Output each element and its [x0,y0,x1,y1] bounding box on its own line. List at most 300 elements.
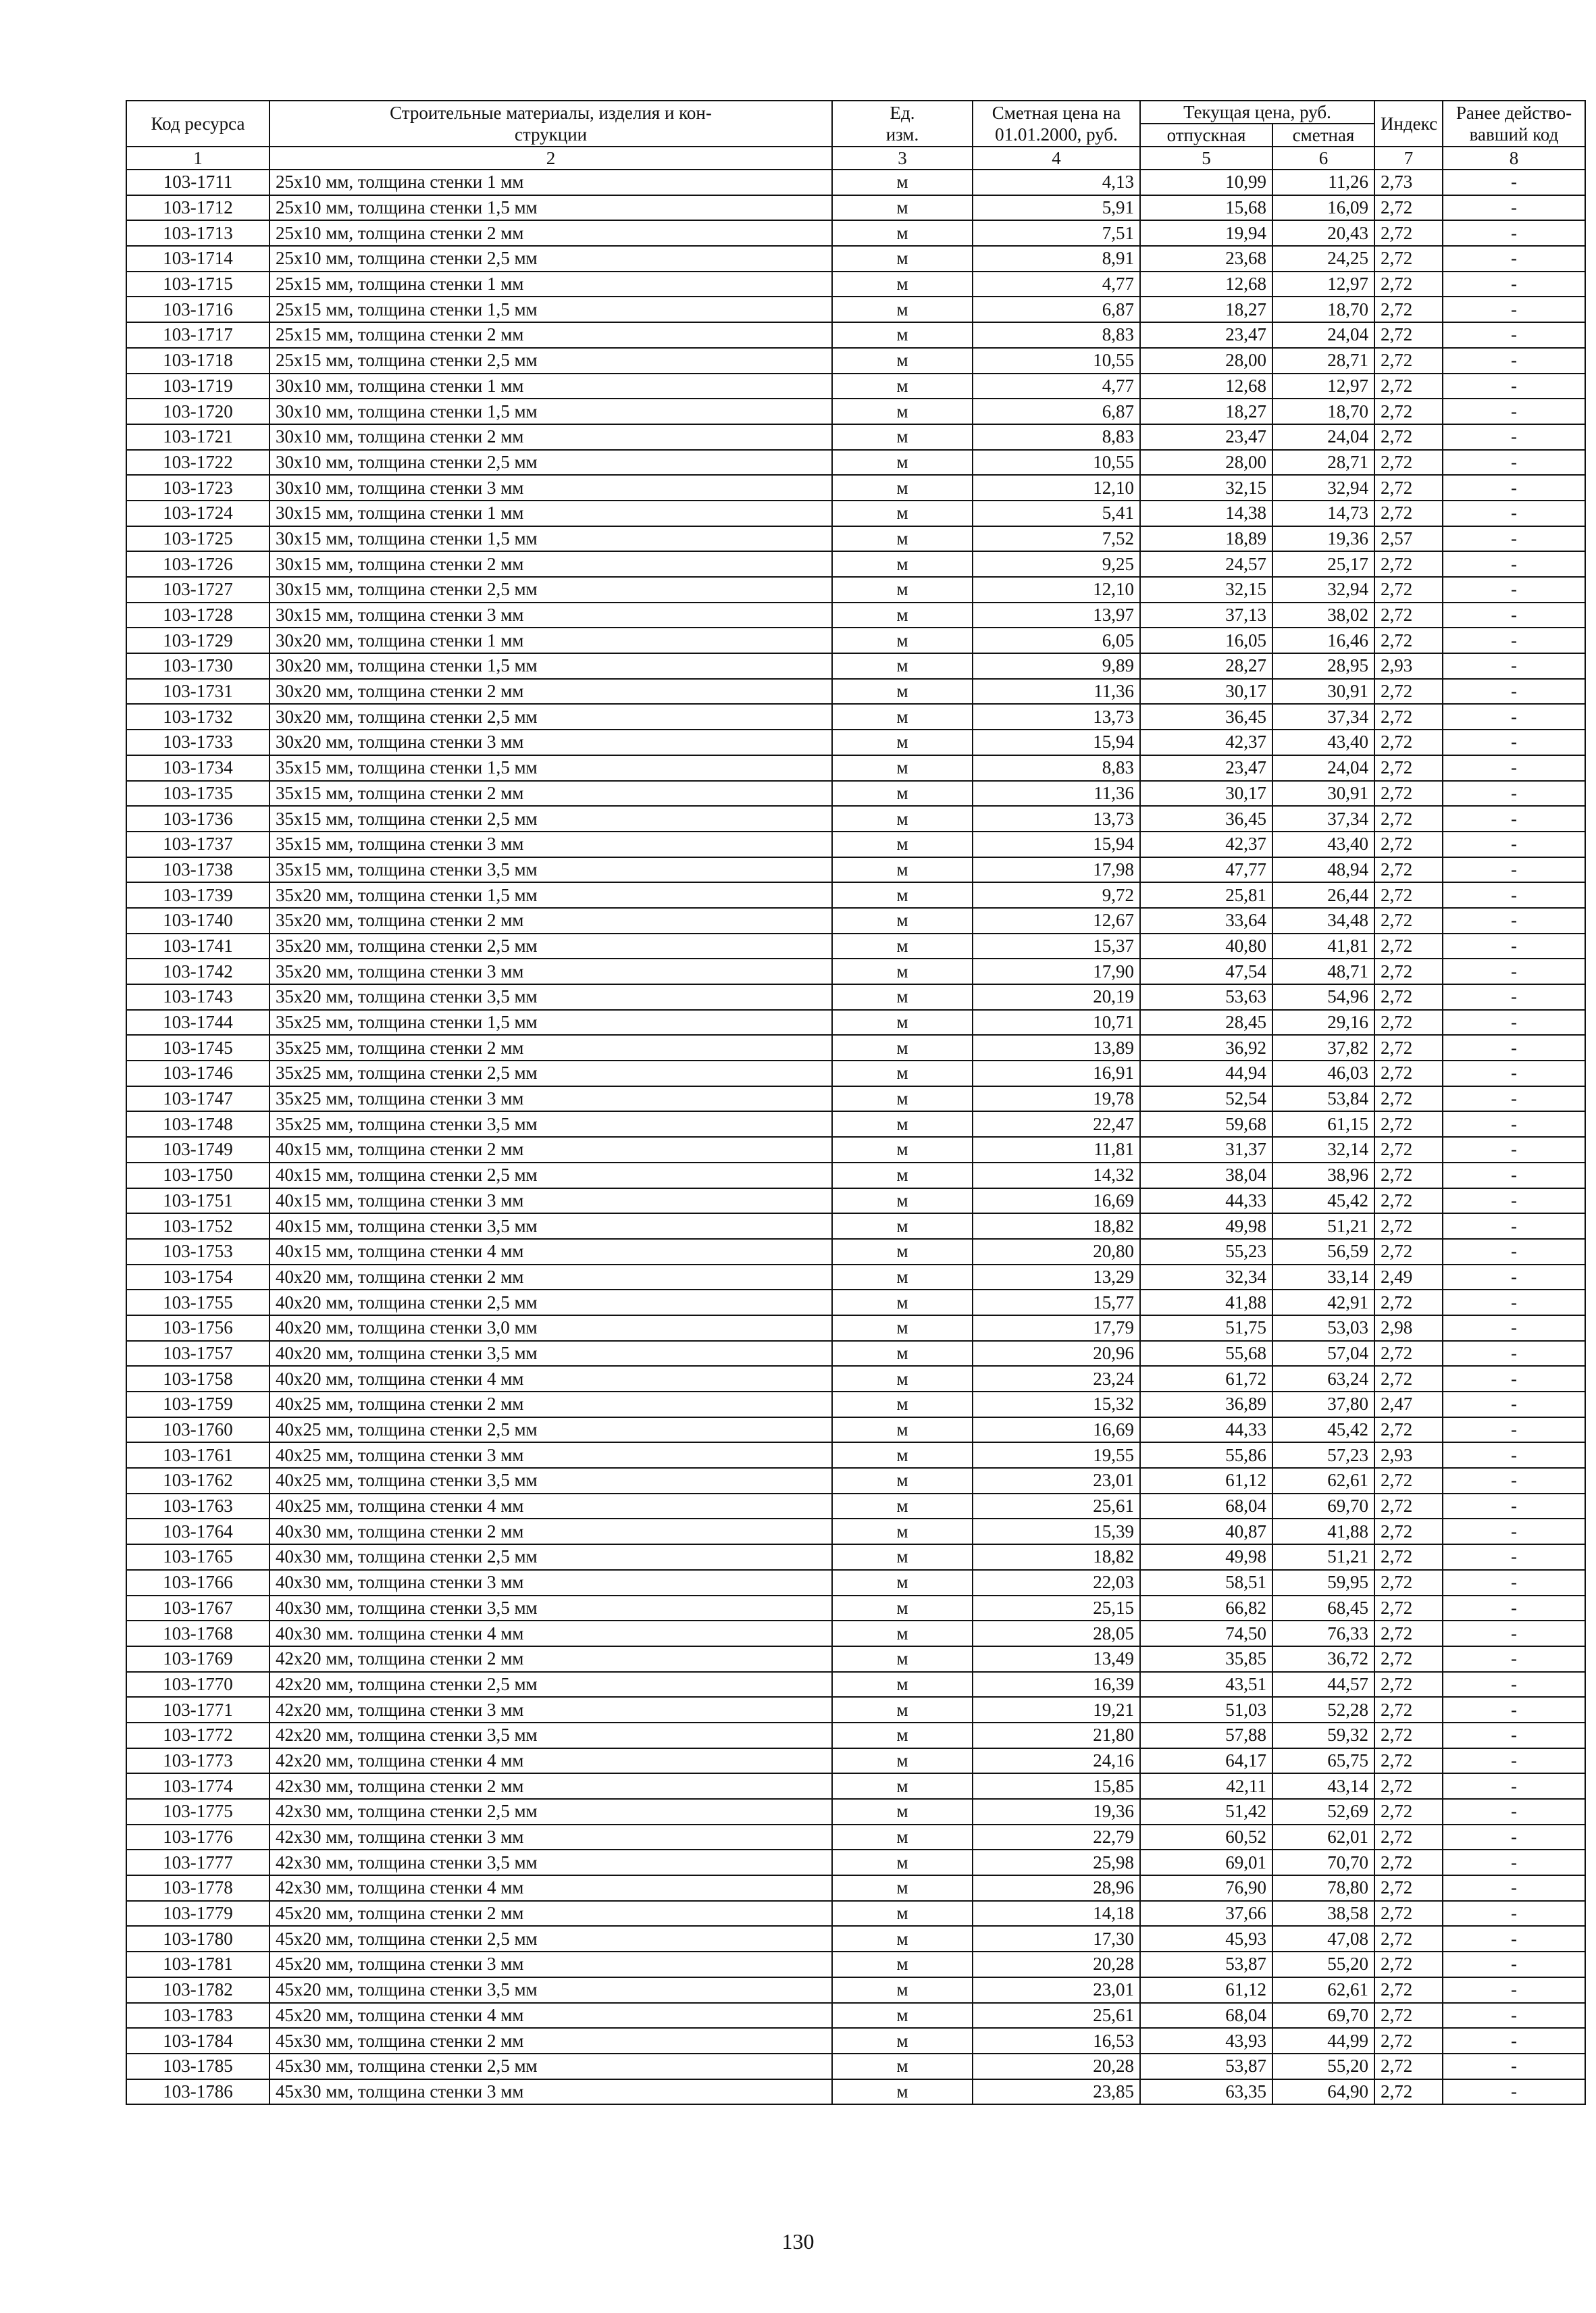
previous-code: - [1443,450,1585,476]
base-price: 23,24 [973,1366,1140,1392]
price-index: 2,72 [1374,374,1443,399]
sale-price: 63,35 [1140,2079,1272,2105]
header-current-price: Текущая цена, руб. [1140,101,1374,124]
unit: м [832,1061,973,1086]
estimate-price: 38,96 [1272,1163,1374,1188]
resource-code: 103-1725 [126,526,269,552]
table-row [126,1442,1585,1468]
price-index: 2,72 [1374,628,1443,653]
material-name: 35х15 мм, толщина стенки 2,5 мм [269,806,832,832]
resource-code: 103-1764 [126,1519,269,1544]
price-index: 2,72 [1374,959,1443,984]
previous-code: - [1443,908,1585,934]
previous-code: - [1443,1875,1585,1901]
resource-code: 103-1717 [126,322,269,348]
resource-code: 103-1714 [126,246,269,272]
resource-code: 103-1719 [126,374,269,399]
table-row [126,475,1585,501]
document-page [126,100,1572,2105]
estimate-price: 46,03 [1272,1061,1374,1086]
estimate-price: 52,69 [1272,1799,1374,1825]
table-row [126,501,1585,526]
price-index: 2,49 [1374,1265,1443,1290]
resource-code: 103-1777 [126,1850,269,1875]
unit: м [832,781,973,807]
price-index: 2,57 [1374,526,1443,552]
sale-price: 28,00 [1140,348,1272,374]
sale-price: 44,33 [1140,1188,1272,1214]
base-price: 18,82 [973,1544,1140,1570]
estimate-price: 32,14 [1272,1137,1374,1163]
previous-code: - [1443,246,1585,272]
price-index: 2,72 [1374,322,1443,348]
price-index: 2,72 [1374,272,1443,297]
price-index: 2,72 [1374,1061,1443,1086]
unit: м [832,1672,973,1698]
resource-code: 103-1727 [126,577,269,603]
unit: м [832,348,973,374]
resource-code: 103-1753 [126,1239,269,1265]
previous-code: - [1443,959,1585,984]
table-row [126,1621,1585,1646]
sale-price: 23,68 [1140,246,1272,272]
sale-price: 36,89 [1140,1392,1272,1417]
base-price: 17,30 [973,1926,1140,1952]
unit: м [832,1697,973,1723]
previous-code: - [1443,1213,1585,1239]
header-base-line2: 01.01.2000, руб. [995,124,1118,145]
estimate-price: 65,75 [1272,1748,1374,1774]
header-sale-price: отпускная [1140,124,1272,147]
estimate-price: 44,99 [1272,2028,1374,2054]
sale-price: 32,15 [1140,475,1272,501]
base-price: 4,13 [973,170,1140,195]
unit: м [832,1926,973,1952]
price-table [126,100,1586,2105]
table-row [126,1035,1585,1061]
resource-code: 103-1749 [126,1137,269,1163]
unit: м [832,322,973,348]
previous-code: - [1443,1061,1585,1086]
material-name: 35х20 мм, толщина стенки 3,5 мм [269,984,832,1010]
material-name: 40х20 мм, толщина стенки 2,5 мм [269,1290,832,1315]
material-name: 25х15 мм, толщина стенки 2 мм [269,322,832,348]
base-price: 13,89 [973,1035,1140,1061]
price-index: 2,72 [1374,1035,1443,1061]
price-index: 2,72 [1374,603,1443,628]
estimate-price: 41,81 [1272,934,1374,959]
unit: м [832,1315,973,1341]
estimate-price: 37,80 [1272,1392,1374,1417]
resource-code: 103-1786 [126,2079,269,2105]
sale-price: 33,64 [1140,908,1272,934]
material-name: 25х10 мм, толщина стенки 2,5 мм [269,246,832,272]
previous-code: - [1443,1442,1585,1468]
estimate-price: 14,73 [1272,501,1374,526]
unit: м [832,679,973,705]
estimate-price: 56,59 [1272,1239,1374,1265]
sale-price: 45,93 [1140,1926,1272,1952]
unit: м [832,1163,973,1188]
column-number: 5 [1140,147,1272,170]
table-row [126,374,1585,399]
unit: м [832,1239,973,1265]
previous-code: - [1443,628,1585,653]
table-row [126,170,1585,195]
price-index: 2,72 [1374,1213,1443,1239]
sale-price: 37,66 [1140,1901,1272,1927]
material-name: 45х20 мм, толщина стенки 3 мм [269,1952,832,1977]
base-price: 16,69 [973,1188,1140,1214]
material-name: 40х25 мм, толщина стенки 3 мм [269,1442,832,1468]
sale-price: 28,45 [1140,1010,1272,1036]
base-price: 20,28 [973,2054,1140,2079]
table-row [126,2003,1585,2029]
base-price: 10,71 [973,1010,1140,1036]
material-name: 35х15 мм, толщина стенки 1,5 мм [269,755,832,781]
material-name: 25х10 мм, толщина стенки 2 мм [269,220,832,246]
previous-code: - [1443,1901,1585,1927]
base-price: 14,32 [973,1163,1140,1188]
previous-code: - [1443,679,1585,705]
resource-code: 103-1772 [126,1723,269,1748]
table-row [126,322,1585,348]
previous-code: - [1443,806,1585,832]
table-row [126,1544,1585,1570]
base-price: 14,18 [973,1901,1140,1927]
base-price: 9,72 [973,882,1140,908]
material-name: 42х30 мм, толщина стенки 2 мм [269,1773,832,1799]
resource-code: 103-1743 [126,984,269,1010]
previous-code: - [1443,1773,1585,1799]
previous-code: - [1443,1723,1585,1748]
unit: м [832,755,973,781]
unit: м [832,1570,973,1596]
material-name: 42х20 мм, толщина стенки 4 мм [269,1748,832,1774]
previous-code: - [1443,272,1585,297]
sale-price: 49,98 [1140,1213,1272,1239]
table-row [126,1977,1585,2003]
resource-code: 103-1781 [126,1952,269,1977]
base-price: 13,73 [973,806,1140,832]
price-index: 2,72 [1374,297,1443,322]
resource-code: 103-1784 [126,2028,269,2054]
price-index: 2,72 [1374,1519,1443,1544]
sale-price: 35,85 [1140,1646,1272,1672]
table-row [126,1926,1585,1952]
previous-code: - [1443,1086,1585,1112]
resource-code: 103-1740 [126,908,269,934]
base-price: 15,85 [973,1773,1140,1799]
table-row [126,653,1585,679]
estimate-price: 37,34 [1272,806,1374,832]
base-price: 4,77 [973,374,1140,399]
resource-code: 103-1736 [126,806,269,832]
resource-code: 103-1756 [126,1315,269,1341]
unit: м [832,2003,973,2029]
previous-code: - [1443,2003,1585,2029]
table-row [126,1596,1585,1621]
table-row [126,1723,1585,1748]
material-name: 25х10 мм, толщина стенки 1 мм [269,170,832,195]
unit: м [832,959,973,984]
sale-price: 24,57 [1140,551,1272,577]
base-price: 25,61 [973,1494,1140,1519]
previous-code: - [1443,1697,1585,1723]
estimate-price: 51,21 [1272,1544,1374,1570]
sale-price: 18,27 [1140,399,1272,424]
price-index: 2,72 [1374,1723,1443,1748]
table-row [126,424,1585,450]
sale-price: 59,68 [1140,1111,1272,1137]
base-price: 6,87 [973,297,1140,322]
material-name: 40х15 мм, толщина стенки 3 мм [269,1188,832,1214]
price-index: 2,72 [1374,1875,1443,1901]
material-name: 35х25 мм, толщина стенки 3,5 мм [269,1111,832,1137]
base-price: 5,91 [973,195,1140,221]
price-index: 2,72 [1374,704,1443,730]
previous-code: - [1443,1672,1585,1698]
estimate-price: 43,40 [1272,832,1374,857]
table-row [126,1901,1585,1927]
material-name: 30х20 мм, толщина стенки 2,5 мм [269,704,832,730]
unit: м [832,246,973,272]
estimate-price: 70,70 [1272,1850,1374,1875]
estimate-price: 16,09 [1272,195,1374,221]
material-name: 35х25 мм, толщина стенки 1,5 мм [269,1010,832,1036]
base-price: 9,89 [973,653,1140,679]
table-row [126,806,1585,832]
material-name: 42х20 мм, толщина стенки 2 мм [269,1646,832,1672]
column-number: 6 [1272,147,1374,170]
material-name: 25х10 мм, толщина стенки 1,5 мм [269,195,832,221]
material-name: 40х30 мм, толщина стенки 2,5 мм [269,1544,832,1570]
sale-price: 61,12 [1140,1468,1272,1494]
material-name: 40х15 мм, толщина стенки 4 мм [269,1239,832,1265]
sale-price: 42,37 [1140,832,1272,857]
sale-price: 18,27 [1140,297,1272,322]
material-name: 30х20 мм, толщина стенки 2 мм [269,679,832,705]
resource-code: 103-1757 [126,1341,269,1367]
estimate-price: 54,96 [1272,984,1374,1010]
price-index: 2,72 [1374,1748,1443,1774]
base-price: 8,91 [973,246,1140,272]
table-row [126,1825,1585,1850]
sale-price: 30,17 [1140,679,1272,705]
previous-code: - [1443,526,1585,552]
estimate-price: 48,94 [1272,857,1374,883]
unit: м [832,1825,973,1850]
table-row [126,628,1585,653]
price-index: 2,72 [1374,220,1443,246]
sale-price: 64,17 [1140,1748,1272,1774]
table-row [126,450,1585,476]
table-row [126,934,1585,959]
unit: м [832,220,973,246]
previous-code: - [1443,1799,1585,1825]
price-index: 2,72 [1374,2054,1443,2079]
price-index: 2,72 [1374,1086,1443,1112]
resource-code: 103-1712 [126,195,269,221]
price-index: 2,98 [1374,1315,1443,1341]
resource-code: 103-1754 [126,1265,269,1290]
previous-code: - [1443,374,1585,399]
base-price: 17,90 [973,959,1140,984]
resource-code: 103-1748 [126,1111,269,1137]
price-index: 2,72 [1374,832,1443,857]
sale-price: 69,01 [1140,1850,1272,1875]
price-index: 2,72 [1374,2003,1443,2029]
estimate-price: 47,08 [1272,1926,1374,1952]
estimate-price: 53,84 [1272,1086,1374,1112]
price-index: 2,72 [1374,1239,1443,1265]
price-index: 2,72 [1374,551,1443,577]
resource-code: 103-1735 [126,781,269,807]
sale-price: 16,05 [1140,628,1272,653]
material-name: 40х25 мм, толщина стенки 2 мм [269,1392,832,1417]
base-price: 16,39 [973,1672,1140,1698]
material-name: 30х10 мм, толщина стенки 2 мм [269,424,832,450]
unit: м [832,1290,973,1315]
price-index: 2,72 [1374,1773,1443,1799]
unit: м [832,1417,973,1443]
price-index: 2,72 [1374,1596,1443,1621]
unit: м [832,1468,973,1494]
material-name: 35х25 мм, толщина стенки 2 мм [269,1035,832,1061]
table-row [126,1341,1585,1367]
table-row [126,2054,1585,2079]
estimate-price: 62,61 [1272,1468,1374,1494]
estimate-price: 51,21 [1272,1213,1374,1239]
table-row [126,551,1585,577]
table-row [126,704,1585,730]
material-name: 35х20 мм, толщина стенки 2 мм [269,908,832,934]
sale-price: 42,11 [1140,1773,1272,1799]
base-price: 12,10 [973,577,1140,603]
header-unit [832,101,973,147]
table-row [126,1519,1585,1544]
previous-code: - [1443,424,1585,450]
sale-price: 14,38 [1140,501,1272,526]
resource-code: 103-1741 [126,934,269,959]
estimate-price: 44,57 [1272,1672,1374,1698]
material-name: 40х30 мм. толщина стенки 4 мм [269,1621,832,1646]
material-name: 45х30 мм, толщина стенки 3 мм [269,2079,832,2105]
previous-code: - [1443,1188,1585,1214]
table-row [126,603,1585,628]
column-number: 4 [973,147,1140,170]
base-price: 15,94 [973,832,1140,857]
estimate-price: 64,90 [1272,2079,1374,2105]
unit: м [832,1137,973,1163]
table-row [126,1773,1585,1799]
price-index: 2,72 [1374,1494,1443,1519]
base-price: 7,52 [973,526,1140,552]
unit: м [832,628,973,653]
previous-code: - [1443,1010,1585,1036]
estimate-price: 48,71 [1272,959,1374,984]
unit: м [832,1341,973,1367]
unit: м [832,1366,973,1392]
table-row [126,1111,1585,1137]
unit: м [832,424,973,450]
price-index: 2,72 [1374,882,1443,908]
estimate-price: 28,71 [1272,348,1374,374]
material-name: 30х15 мм, толщина стенки 1 мм [269,501,832,526]
material-name: 40х25 мм, толщина стенки 3,5 мм [269,1468,832,1494]
table-row [126,1468,1585,1494]
table-body [126,170,1585,2104]
price-index: 2,72 [1374,1570,1443,1596]
estimate-price: 38,58 [1272,1901,1374,1927]
previous-code: - [1443,475,1585,501]
base-price: 8,83 [973,755,1140,781]
sale-price: 38,04 [1140,1163,1272,1188]
previous-code: - [1443,1239,1585,1265]
sale-price: 23,47 [1140,322,1272,348]
resource-code: 103-1737 [126,832,269,857]
material-name: 30х20 мм, толщина стенки 1,5 мм [269,653,832,679]
previous-code: - [1443,832,1585,857]
material-name: 35х15 мм, толщина стенки 2 мм [269,781,832,807]
header-prev-line1: Ранее действо- [1456,103,1572,123]
resource-code: 103-1744 [126,1010,269,1036]
estimate-price: 37,34 [1272,704,1374,730]
price-index: 2,93 [1374,1442,1443,1468]
previous-code: - [1443,1926,1585,1952]
unit: м [832,170,973,195]
table-row [126,2028,1585,2054]
price-index: 2,72 [1374,450,1443,476]
price-index: 2,72 [1374,755,1443,781]
resource-code: 103-1750 [126,1163,269,1188]
price-index: 2,72 [1374,475,1443,501]
table-row [126,857,1585,883]
header-base-line1: Сметная цена на [992,103,1121,123]
base-price: 25,98 [973,1850,1140,1875]
previous-code: - [1443,1646,1585,1672]
estimate-price: 32,94 [1272,577,1374,603]
resource-code: 103-1731 [126,679,269,705]
price-index: 2,72 [1374,1010,1443,1036]
unit: м [832,1773,973,1799]
estimate-price: 42,91 [1272,1290,1374,1315]
resource-code: 103-1779 [126,1901,269,1927]
sale-price: 61,72 [1140,1366,1272,1392]
sale-price: 58,51 [1140,1570,1272,1596]
sale-price: 44,94 [1140,1061,1272,1086]
estimate-price: 11,26 [1272,170,1374,195]
unit: м [832,1748,973,1774]
material-name: 25х15 мм, толщина стенки 1 мм [269,272,832,297]
base-price: 10,55 [973,450,1140,476]
base-price: 4,77 [973,272,1140,297]
previous-code: - [1443,399,1585,424]
table-row [126,1213,1585,1239]
resource-code: 103-1773 [126,1748,269,1774]
sale-price: 47,54 [1140,959,1272,984]
base-price: 9,25 [973,551,1140,577]
resource-code: 103-1774 [126,1773,269,1799]
base-price: 28,96 [973,1875,1140,1901]
price-index: 2,72 [1374,1952,1443,1977]
estimate-price: 59,95 [1272,1570,1374,1596]
material-name: 30х10 мм, толщина стенки 1,5 мм [269,399,832,424]
unit: м [832,1799,973,1825]
page-number: 130 [781,2229,815,2254]
price-index: 2,72 [1374,1926,1443,1952]
resource-code: 103-1751 [126,1188,269,1214]
